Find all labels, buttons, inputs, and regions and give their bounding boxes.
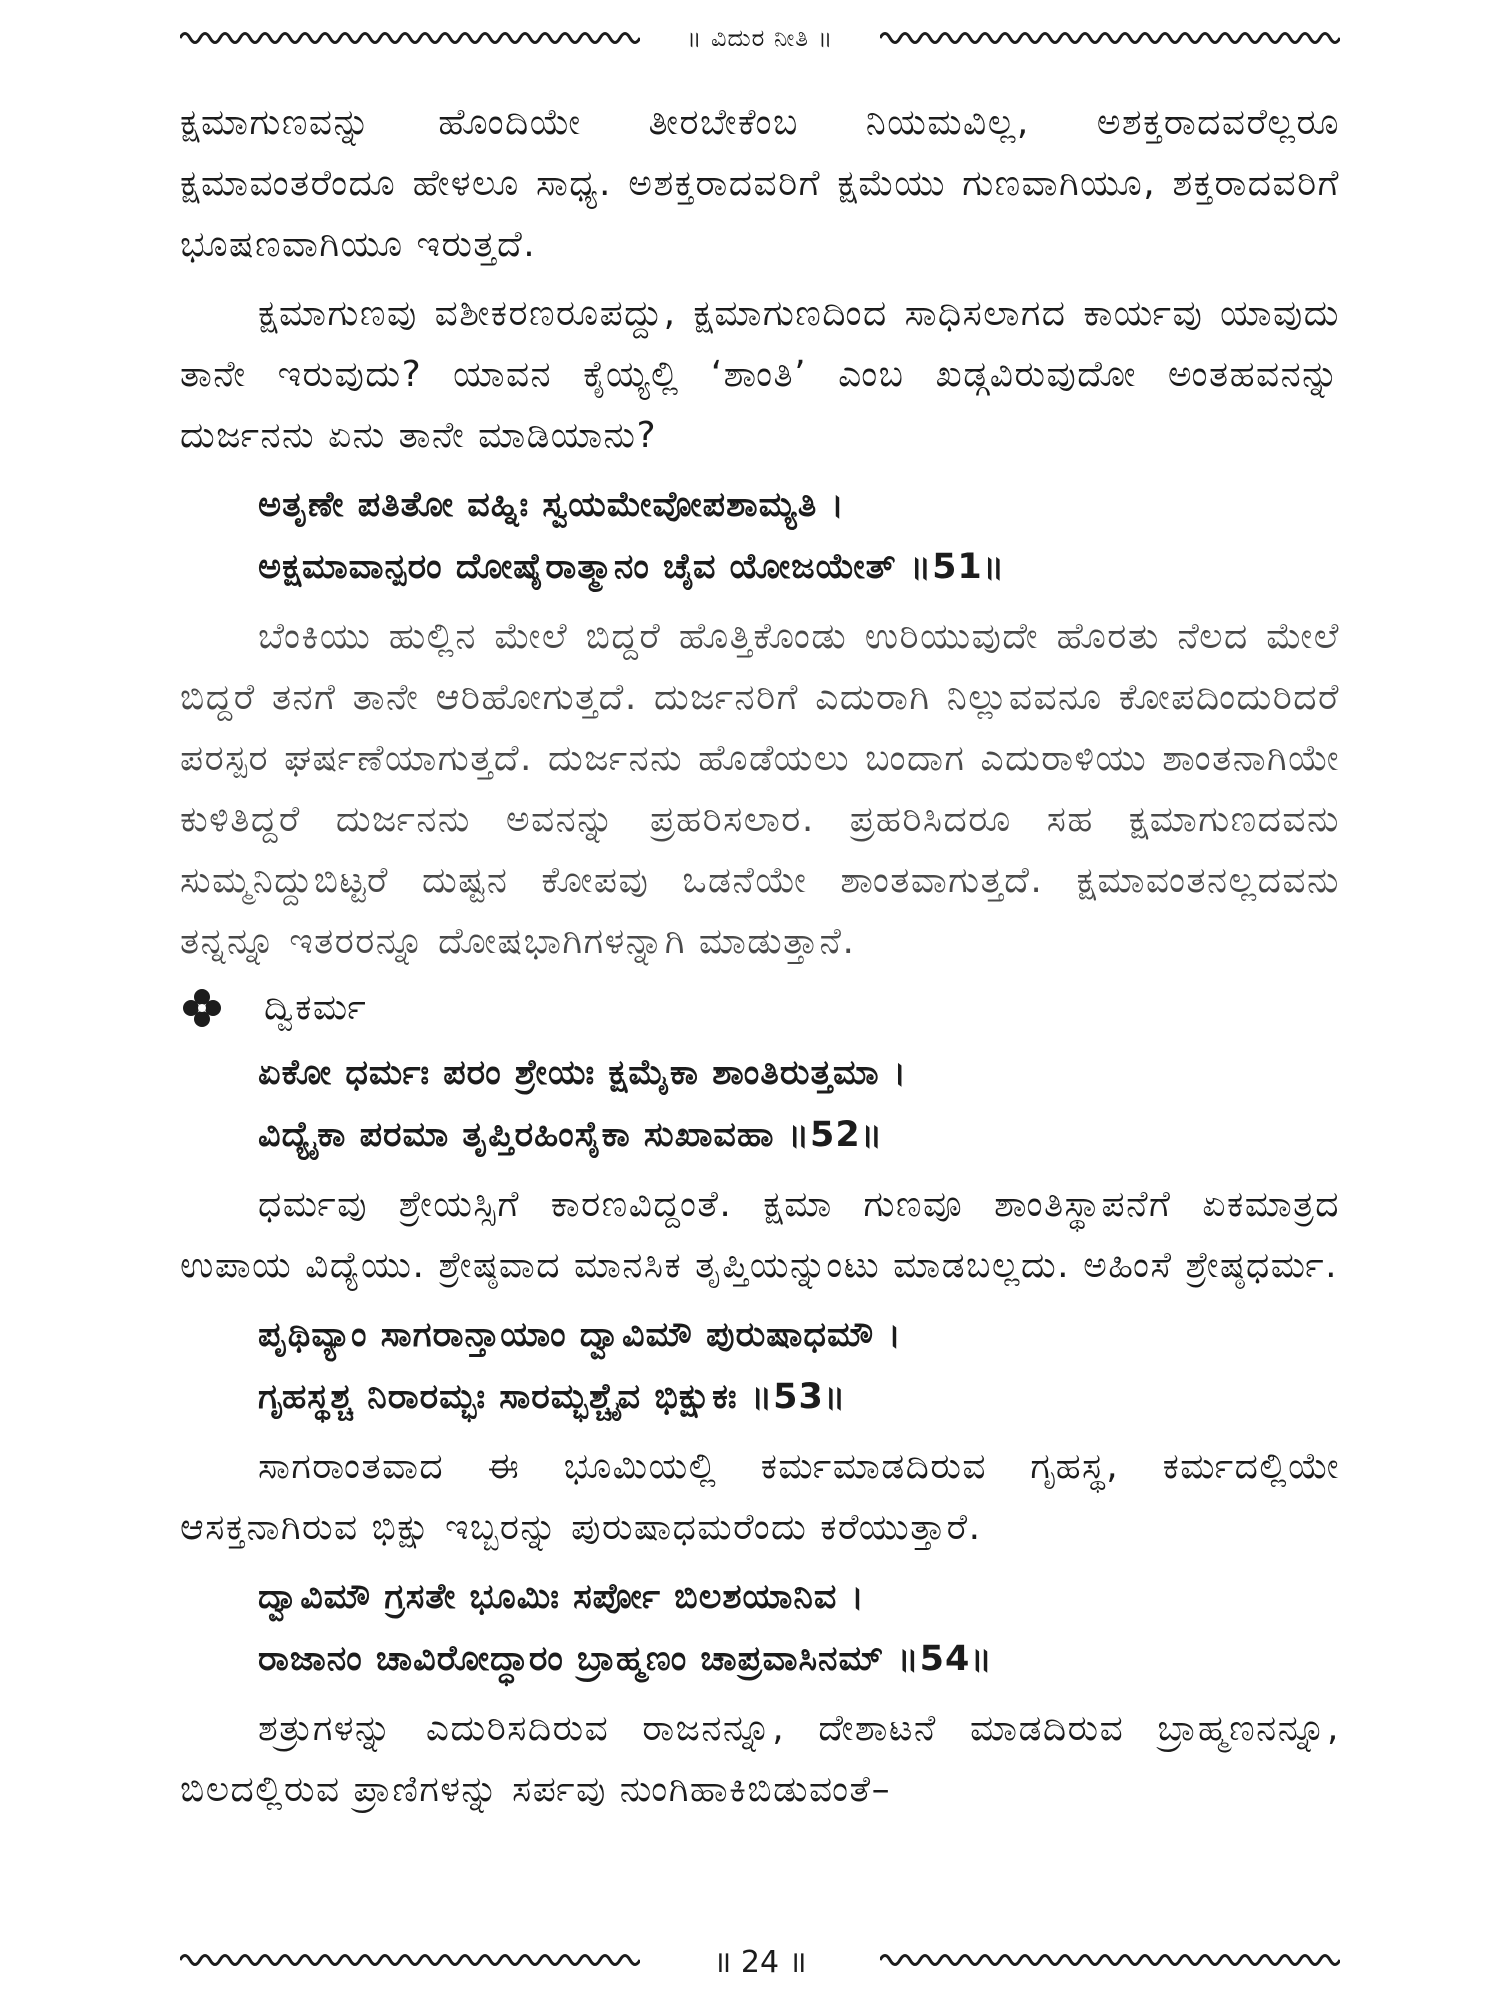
paragraph-3: ಬೆಂಕಿಯು ಹುಲ್ಲಿನ ಮೇಲೆ ಬಿದ್ದರೆ ಹೊತ್ತಿಕೊಂಡು ಉರಿಯುವುದೇ ಹೊರತು ನೆಲದ ಮೇಲೆ ಬಿದ್ದರೆ ತನಗೆ ತಾನೇ ಆರಿಹೋಗುತ್ತದೆ. ದುರ್ಜನರಿಗೆ ಎದುರಾಗಿ ನಿಲ್ಲುವವನೂ ಕೋಪದಿಂದುರಿದರೆ ಪರಸ್ಪರ ಘರ್ಷಣೆಯಾಗುತ್ತದೆ. ದುರ್ಜನನು ಹೊಡೆಯಲು ಬಂದಾಗ ಎದುರಾಳಿಯು ಶಾಂತನಾಗಿಯೇ ಕುಳಿತಿದ್ದರೆ ದುರ್ಜನನು ಅವನನ್ನು ಪ್ರಹರಿಸಲಾರ. ಪ್ರಹರಿಸಿದರೂ ಸಹ ಕ್ಷಮಾಗುಣದವನು ಸುಮ್ಮನಿದ್ದುಬಿಟ್ಟರೆ ದುಷ್ಟನ ಕೋಪವು ಒಡನೆಯೇ ಶಾಂತವಾಗುತ್ತದೆ. ಕ್ಷಮಾವಂತನಲ್ಲದವನು ತನ್ನನ್ನೂ ಇತರರನ್ನೂ ದೋಷಭಾಗಿಗಳನ್ನಾಗಿ ಮಾಡುತ್ತಾನೆ.: [180, 616, 1340, 962]
section-title: ದ್ವಿಕರ್ಮ: [264, 987, 368, 1028]
verse-52-line-1: ಏಕೋ ಧರ್ಮಃ ಪರಂ ಶ್ರೇಯಃ ಕ್ಷಮೈಕಾ ಶಾಂತಿರುತ್ತಮಾ ।: [258, 1053, 908, 1093]
page-header-title: ॥ ವಿದುರ ನೀತಿ ॥: [686, 24, 834, 52]
verse-54-line-1: ದ್ವಾವಿಮೌ ಗ್ರಸತೇ ಭೂಮಿಃ ಸರ್ಪೋ ಬಿಲಶಯಾನಿವ ।: [258, 1577, 865, 1617]
fleuron-icon: [180, 986, 224, 1030]
verse-54-line-2: ರಾಜಾನಂ ಚಾವಿರೋದ್ಧಾರಂ ಬ್ರಾಹ್ಮಣಂ ಚಾಪ್ರವಾಸಿನಮ್ ॥54॥: [258, 1639, 993, 1679]
verse-51-line-2: ಅಕ್ಷಮಾವಾನ್ಪರಂ ದೋಷೈರಾತ್ಮಾನಂ ಚೈವ ಯೋಜಯೇತ್ ॥51॥: [258, 547, 1006, 587]
page-body: [180, 92, 1340, 1828]
page-footer: [180, 1938, 1340, 1982]
verse-53: [258, 1304, 1340, 1428]
verse-53-line-1: ಪೃಥಿವ್ಯಾಂ ಸಾಗರಾನ್ತಾಯಾಂ ದ್ವಾವಿಮೌ ಪುರುಷಾಧಮೌ ।: [258, 1315, 902, 1355]
page-number: ॥ 24 ॥: [713, 1944, 807, 1980]
verse-51-line-1: ಅತೃಣೇ ಪತಿತೋ ವಹ್ನಿಃ ಸ್ವಯಮೇವೋಪಶಾಮ್ಯತಿ ।: [258, 485, 845, 525]
section-heading: [180, 980, 1340, 1036]
paragraph-6: ಶತ್ರುಗಳನ್ನು ಎದುರಿಸದಿರುವ ರಾಜನನ್ನೂ, ದೇಶಾಟನೆ ಮಾಡದಿರುವ ಬ್ರಾಹ್ಮಣನನ್ನೂ, ಬಿಲದಲ್ಲಿರುವ ಪ್ರಾಣಿಗಳನ್ನು ಸರ್ಪವು ನುಂಗಿಹಾಕಿಬಿಡುವಂತೆ–: [180, 1708, 1340, 1810]
verse-54: [258, 1566, 1340, 1690]
paragraph-4: ಧರ್ಮವು ಶ್ರೇಯಸ್ಸಿಗೆ ಕಾರಣವಿದ್ದಂತೆ. ಕ್ಷಮಾ ಗುಣವೂ ಶಾಂತಿಸ್ಥಾಪನೆಗೆ ಏಕಮಾತ್ರದ ಉಪಾಯ ವಿದ್ಯೆಯು. ಶ್ರೇಷ್ಠವಾದ ಮಾನಸಿಕ ತೃಪ್ತಿಯನ್ನುಂಟು ಮಾಡಬಲ್ಲದು. ಅಹಿಂಸೆ ಶ್ರೇಷ್ಠಧರ್ಮ.: [180, 1184, 1340, 1286]
wavy-rule-left: [180, 1948, 640, 1972]
paragraph-2: ಕ್ಷಮಾಗುಣವು ವಶೀಕರಣರೂಪದ್ದು, ಕ್ಷಮಾಗುಣದಿಂದ ಸಾಧಿಸಲಾಗದ ಕಾರ್ಯವು ಯಾವುದು ತಾನೇ ಇರುವುದು? ಯಾವನ ಕೈಯ್ಯಲ್ಲಿ ‘ಶಾಂತಿ’ ಎಂಬ ಖಡ್ಗವಿರುವುದೋ ಅಂತಹವನನ್ನು ದುರ್ಜನನು ಏನು ತಾನೇ ಮಾಡಿಯಾನು?: [180, 293, 1340, 456]
paragraph-5: ಸಾಗರಾಂತವಾದ ಈ ಭೂಮಿಯಲ್ಲಿ ಕರ್ಮಮಾಡದಿರುವ ಗೃಹಸ್ಥ, ಕರ್ಮದಲ್ಲಿಯೇ ಆಸಕ್ತನಾಗಿರುವ ಭಿಕ್ಷು ಇಬ್ಬರನ್ನು ಪುರುಷಾಧಮರೆಂದು ಕರೆಯುತ್ತಾರೆ.: [180, 1446, 1340, 1548]
verse-51: [258, 474, 1340, 598]
wavy-rule-left: [180, 26, 640, 50]
verse-52-line-2: ವಿದ್ಯೈಕಾ ಪರಮಾ ತೃಪ್ತಿರಹಿಂಸೈಕಾ ಸುಖಾವಹಾ ॥52॥: [258, 1115, 884, 1155]
wavy-rule-right: [880, 26, 1340, 50]
wavy-rule-right: [880, 1948, 1340, 1972]
verse-52: [258, 1042, 1340, 1166]
running-header: [180, 18, 1340, 58]
verse-53-line-2: ಗೃಹಸ್ಥಶ್ಚ ನಿರಾರಮ್ಭಃ ಸಾರಮ್ಭಶ್ಚೈವ ಭಿಕ್ಷುಕಃ ॥53॥: [258, 1377, 847, 1417]
paragraph-1: ಕ್ಷಮಾಗುಣವನ್ನು ಹೊಂದಿಯೇ ತೀರಬೇಕೆಂಬ ನಿಯಮವಿಲ್ಲ, ಅಶಕ್ತರಾದವರೆಲ್ಲರೂ ಕ್ಷಮಾವಂತರೆಂದೂ ಹೇಳಲೂ ಸಾಧ್ಯ. ಅಶಕ್ತರಾದವರಿಗೆ ಕ್ಷಮೆಯು ಗುಣವಾಗಿಯೂ, ಶಕ್ತರಾದವರಿಗೆ ಭೂಷಣವಾಗಿಯೂ ಇರುತ್ತದೆ.: [180, 102, 1340, 265]
